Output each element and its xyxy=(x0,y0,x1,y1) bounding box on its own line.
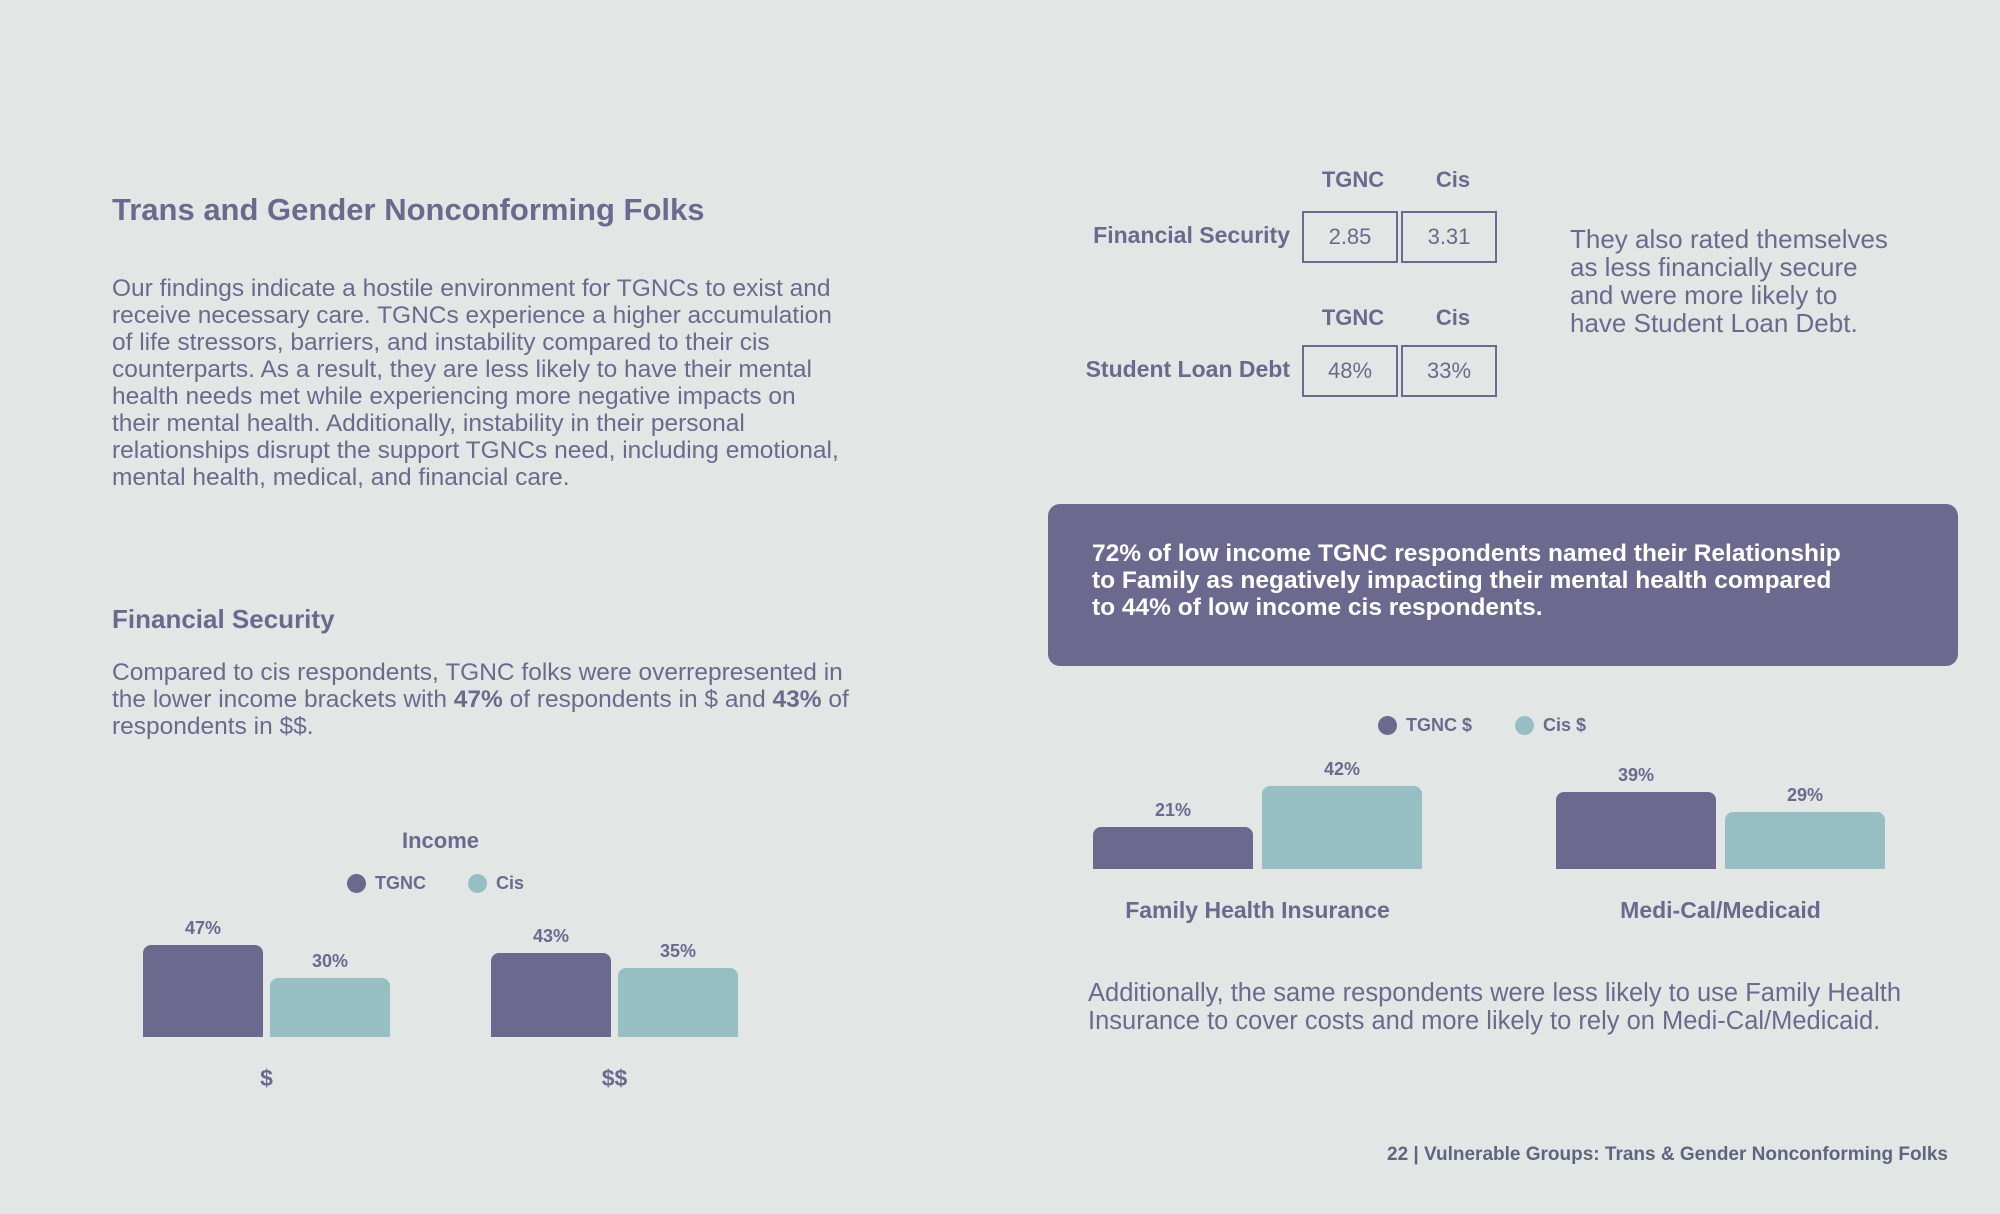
table1-tgnc-value: 2.85 xyxy=(1302,211,1398,263)
bar-label-tgnc-0: 21% xyxy=(1154,800,1192,821)
legend-tgnc-dot xyxy=(347,874,366,893)
table2-cis-value: 33% xyxy=(1401,345,1497,397)
page-title: Trans and Gender Nonconforming Folks xyxy=(112,192,705,227)
legend-tgnc-dollar-dot xyxy=(1378,716,1397,735)
bar-label-cis-0: 42% xyxy=(1323,758,1361,779)
callout-text: 72% of low income TGNC respondents named their Relationship to Family as negatively impacting their mental health compared to 44% of low income cis respondents. xyxy=(1092,540,1841,621)
bar-tgnc-1 xyxy=(1556,792,1716,869)
legend-tgnc-label: TGNC xyxy=(375,873,426,893)
bar-label-cis-1: 29% xyxy=(1786,784,1824,805)
legend-cis-dollar-label: Cis $ xyxy=(1543,715,1587,735)
legend-cis-dollar xyxy=(1515,715,1586,736)
bar-tgnc-1 xyxy=(491,953,611,1037)
fs-text-1: Compared to cis respondents, TGNC folks were overrepresented in the lower income brackets with xyxy=(112,659,843,713)
intro-paragraph: Our findings indicate a hostile environment for TGNCs to exist and receive necessary care. TGNCs experience a higher accumulation of life stressors, barriers, and instability compared to their cis counterparts. As a result, they are less likely to have their mental health needs met while experiencing more negative impacts on their mental health. Additionally, instability in their personal relationships disrupt the support TGNCs need, including emotional, mental health, medical, and financial care. xyxy=(112,275,839,491)
bar-tgnc-0 xyxy=(143,945,263,1037)
legend-cis-label: Cis xyxy=(496,873,525,893)
category-label-1: $$ xyxy=(601,1065,628,1091)
category-label-0: $ xyxy=(260,1065,273,1091)
category-label-0: Family Health Insurance xyxy=(1125,897,1390,923)
table2-header-cis: Cis xyxy=(1435,305,1471,330)
table2-tgnc-value: 48% xyxy=(1302,345,1398,397)
category-label-1: Medi-Cal/Medicaid xyxy=(1620,897,1821,923)
fs-bold-2: 43% xyxy=(772,686,822,713)
table2-row-label: Student Loan Debt xyxy=(1085,356,1290,382)
side-note: They also rated themselves as less financially secure and were more likely to have Student Loan Debt. xyxy=(1570,224,1888,338)
table1-header-cis: Cis xyxy=(1435,167,1471,192)
page-footer: 22 | Vulnerable Groups: Trans & Gender Nonconforming Folks xyxy=(1387,1144,1948,1165)
income-chart-title: Income xyxy=(402,828,480,853)
callout-box xyxy=(1048,504,1958,666)
table1-row-label: Financial Security xyxy=(1093,222,1290,248)
financial-security-heading: Financial Security xyxy=(112,604,335,634)
legend-cis-dot xyxy=(468,874,487,893)
bar-label-tgnc-1: 43% xyxy=(532,925,570,946)
legend-tgnc-dollar xyxy=(1378,715,1472,736)
table2-header-tgnc: TGNC xyxy=(1321,305,1385,330)
legend-tgnc-dollar-label: TGNC $ xyxy=(1406,715,1473,735)
bar-label-tgnc-0: 47% xyxy=(184,917,222,938)
fs-text-3: of respondents in $$. xyxy=(112,686,849,740)
bar-label-tgnc-1: 39% xyxy=(1617,764,1655,785)
table1-header-tgnc: TGNC xyxy=(1321,167,1385,192)
fs-bold-1: 47% xyxy=(453,686,503,713)
bar-cis-1 xyxy=(1725,812,1885,869)
bar-tgnc-0 xyxy=(1093,827,1253,869)
bar-label-cis-1: 35% xyxy=(659,941,697,962)
bar-cis-1 xyxy=(618,968,738,1037)
financial-security-paragraph xyxy=(112,659,872,740)
legend-cis xyxy=(468,873,524,894)
legend-tgnc xyxy=(347,873,426,894)
closing-paragraph: Additionally, the same respondents were less likely to use Family Health Insurance to cover costs and more likely to rely on Medi-Cal/Medicaid. xyxy=(1088,979,1902,1035)
legend-cis-dollar-dot xyxy=(1515,716,1534,735)
bar-label-cis-0: 30% xyxy=(311,951,349,972)
bar-cis-0 xyxy=(270,978,390,1037)
table1-cis-value: 3.31 xyxy=(1401,211,1497,263)
bar-cis-0 xyxy=(1262,786,1422,869)
fs-text-2: of respondents in $ and xyxy=(502,686,773,713)
